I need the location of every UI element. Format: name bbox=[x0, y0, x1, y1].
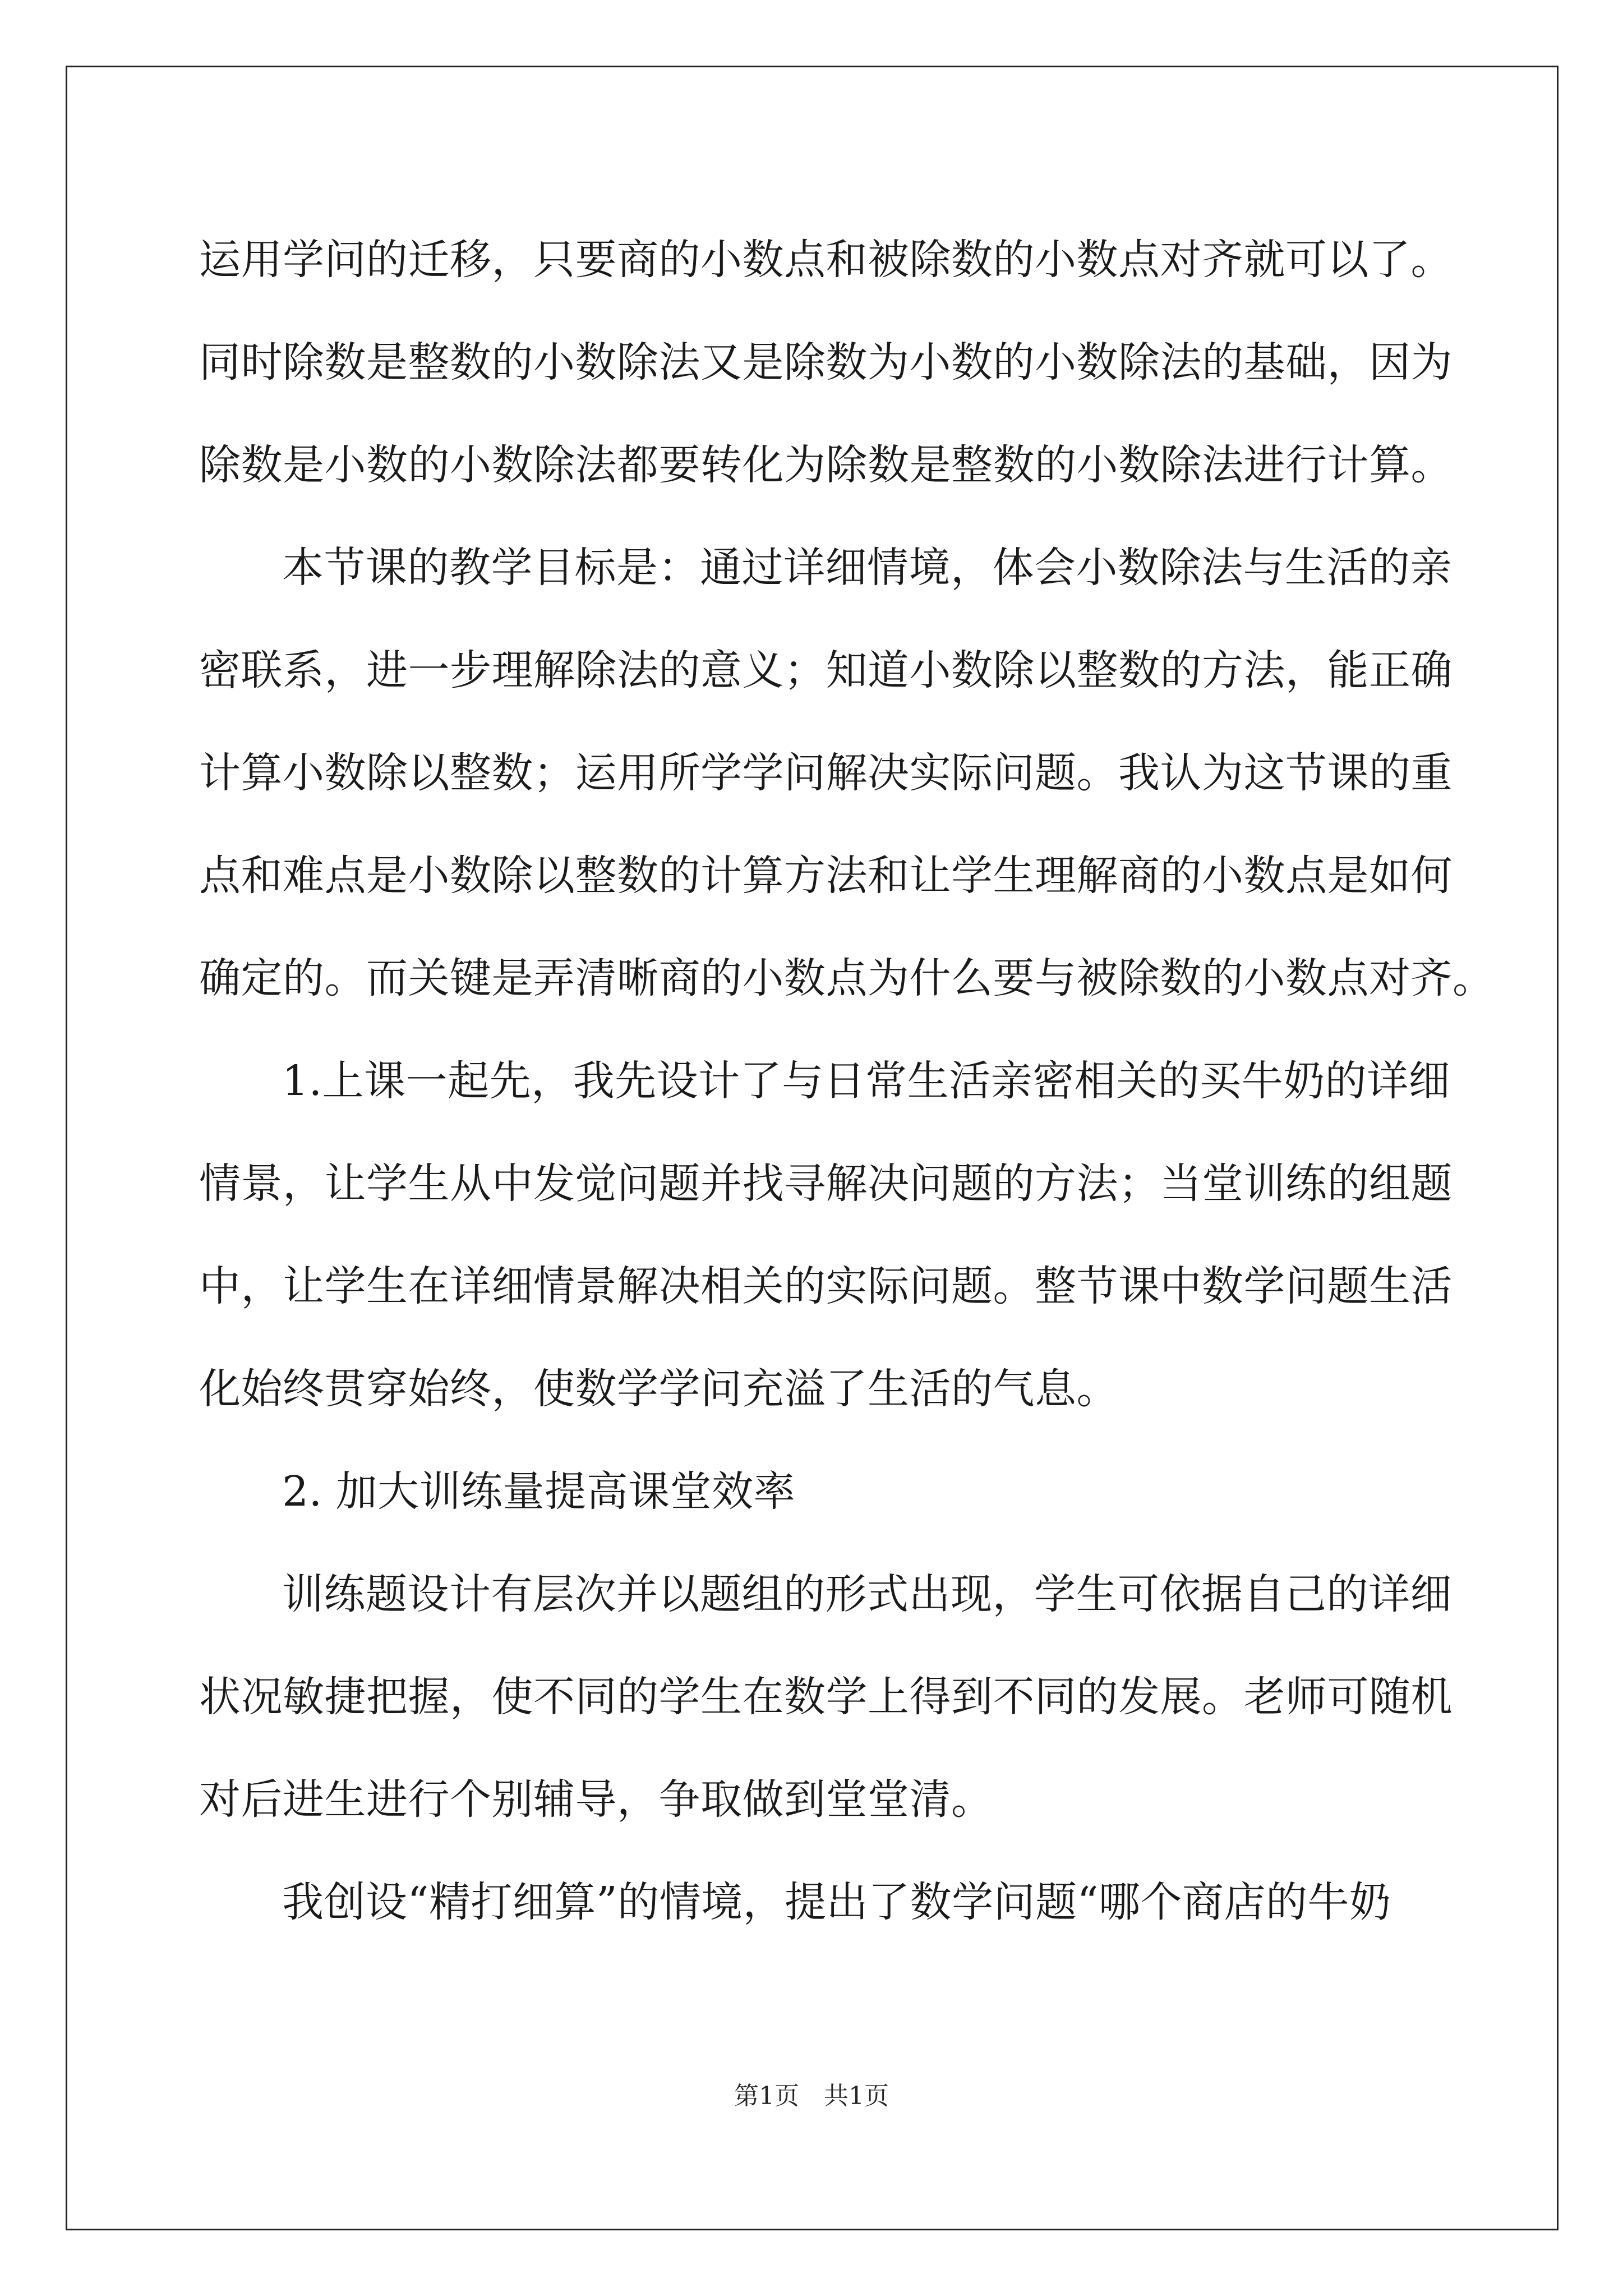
document-body bbox=[199, 209, 1495, 1954]
paragraph-first-line: 我创设“精打细算”的情境，提出了数学问题“哪个商店的牛奶 bbox=[282, 1878, 1391, 1926]
text-line: 密联系，进一步理解除法的意义；知道小数除以整数的方法，能正确 bbox=[199, 646, 1453, 694]
text-line: 点和难点是小数除以整数的计算方法和让学生理解商的小数点是如何 bbox=[199, 852, 1453, 900]
page-number: 第1页 共1页 bbox=[734, 2082, 889, 2110]
text-line: 中，让学生在详细情景解决相关的实际问题。整节课中数学问题生活 bbox=[199, 1262, 1453, 1310]
paragraph-first-line: 本节课的教学目标是：通过详细情境，体会小数除法与生活的亲 bbox=[282, 544, 1452, 592]
text-line: 计算小数除以整数；运用所学学问解决实际问题。我认为这节课的重 bbox=[199, 749, 1453, 797]
text-line: 同时除数是整数的小数除法又是除数为小数的小数除法的基础，因为 bbox=[199, 338, 1453, 386]
text-line: 运用学问的迁移，只要商的小数点和被除数的小数点对齐就可以了。 bbox=[199, 236, 1453, 284]
text-line: 除数是小数的小数除法都要转化为除数是整数的小数除法进行计算。 bbox=[199, 441, 1453, 489]
paragraph-first-line: 1.上课一起先，我先设计了与日常生活亲密相关的买牛奶的详细 bbox=[282, 1057, 1451, 1105]
text-line: 化始终贯穿始终，使数学学问充溢了生活的气息。 bbox=[199, 1365, 1118, 1413]
text-line: 情景，让学生从中发觉问题并找寻解决问题的方法；当堂训练的组题 bbox=[199, 1159, 1453, 1208]
page-footer bbox=[0, 2079, 1623, 2113]
text-line: 对后进生进行个别辅导，争取做到堂堂清。 bbox=[199, 1775, 993, 1824]
section-heading: 2. 加大训练量提高课堂效率 bbox=[282, 1467, 796, 1516]
paragraph-first-line: 训练题设计有层次并以题组的形式出现，学生可依据自己的详细 bbox=[282, 1570, 1452, 1618]
text-line: 状况敏捷把握，使不同的学生在数学上得到不同的发展。老师可随机 bbox=[199, 1673, 1453, 1721]
text-line: 确定的。而关键是弄清晰商的小数点为什么要与被除数的小数点对齐。 bbox=[199, 954, 1495, 1002]
